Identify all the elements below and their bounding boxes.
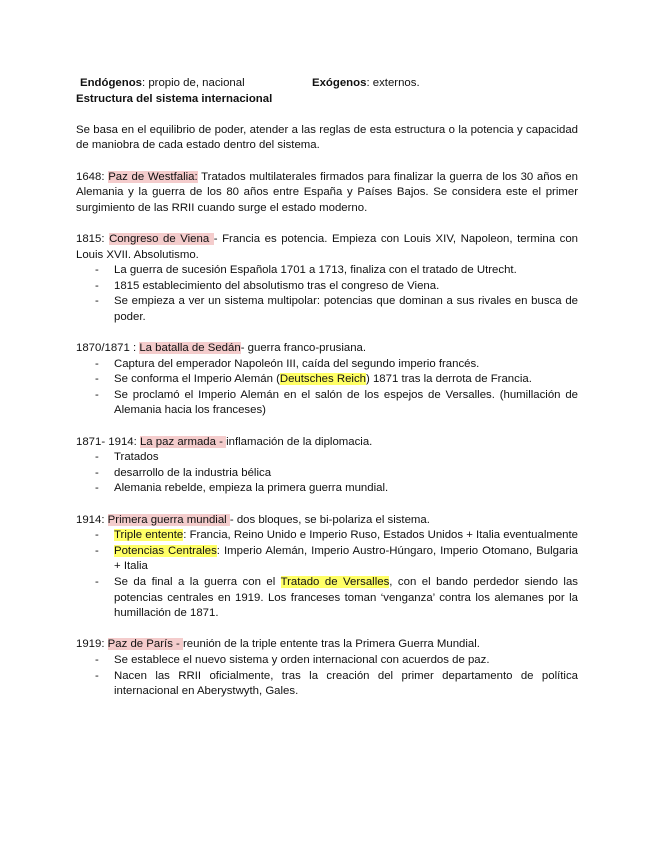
highlight-deutsches-reich: Deutsches Reich [279,373,366,386]
section-text: - guerra franco-prusiana. [240,342,367,355]
section-1648 [76,170,578,217]
section-text: Tratados multilaterales firmados para finalizar la guerra de los 30 años en Alemania y la guerra de los 80 años entre España y Países Bajos. Se considera este el primer surgimiento de las RRII cuando surge el estado moderno. [76,170,578,214]
section-date: 1871- 1914: [76,435,140,448]
list-item: - Se empieza a ver un sistema multipolar: potencias que dominan a sus rivales en busca de poder. [95,295,578,323]
list-item: - Se proclamó el Imperio Alemán en el salón de los espejos de Versalles. (humillación de Alemania hacia los franceses) [95,388,578,417]
section-term: Paz de París - [107,638,184,651]
section-text: inflamación de la diplomacia. [226,435,373,448]
section-1870 [76,341,578,419]
section-text: - dos bloques, se bi-polariza el sistema. [229,513,430,526]
list-item: - Captura del emperador Napoleón III, caída del segundo imperio francés. [95,357,480,370]
list-item: - Se conforma el Imperio Alemán (Deutsches Reich) 1871 tras la derrota de Francia. [95,373,532,386]
bullet-list [76,653,578,700]
section-1815 [76,232,578,326]
exogenos-text: : externos. [366,77,420,89]
bullet-list [76,450,578,497]
list-item: - Triple entente: Francia, Reino Unido e Imperio Ruso, Estados Unidos + Italia eventualmente [95,529,579,542]
section-date: 1914: [76,513,108,526]
section-date: 1919: [76,638,108,651]
page-title: Estructura del sistema internacional [76,92,273,105]
exogenos-term: Exógenos [312,77,367,89]
section-date: 1815: [76,232,110,245]
section-text: - Francia es potencia. Empieza con Louis XIV, Napoleon, termina con Louis XVII. Absolutismo. [76,232,578,261]
bullet-list [76,357,578,419]
intro-paragraph: Se basa en el equilibrio de poder, atender a las reglas de esta estructura o la potencia y capacidad de maniobra de cada estado dentro del sistema. [76,123,578,152]
document-page [76,76,578,700]
section-term: La paz armada - [139,435,227,448]
section-1919 [76,637,578,699]
exogenos-definition [312,76,420,92]
endogenos-text: : propio de, nacional [142,77,245,89]
highlight-potencias-centrales: Potencias Centrales [114,544,217,557]
list-item: - desarrollo de la industria bélica [95,466,272,479]
list-item: - Alemania rebelde, empieza la primera guerra mundial. [95,482,389,495]
section-1914 [76,513,578,622]
endogenos-term: Endógenos [80,77,143,89]
list-item: - Se establece el nuevo sistema y orden internacional con acuerdos de paz. [95,653,490,666]
highlight-tratado-versalles: Tratado de Versalles [280,576,390,588]
section-term: La batalla de Sedán [139,342,241,355]
endogenos-definition [76,76,312,92]
list-item: - Potencias Centrales: Imperio Alemán, Imperio Austro-Húngaro, Imperio Otomano, Bulgaria + Italia [95,544,578,573]
list-item: - Tratados [95,451,159,464]
section-term: Congreso de Viena [109,232,214,245]
section-heading [76,341,578,357]
list-item: - 1815 establecimiento del absolutismo tras el congreso de Viena. [95,279,440,292]
section-term: Primera guerra mundial [107,513,230,526]
section-text: reunión de la triple entente tras la Primera Guerra Mundial. [183,638,480,651]
section-heading [76,435,578,451]
bullet-list [76,528,578,622]
section-heading [76,637,578,653]
bullet-list [76,263,578,325]
section-term: Paz de Westfalia: [108,170,198,183]
section-heading [76,513,578,529]
list-item: - Nacen las RRII oficialmente, tras la creación del primer departamento de política internacional en Aberystwyth, Gales. [95,669,578,698]
section-heading [76,170,578,217]
section-1871-1914 [76,435,578,497]
list-item: - La guerra de sucesión Española 1701 a 1713, finaliza con el tratado de Utrecht. [95,264,517,277]
header-line [76,76,578,92]
highlight-triple-entente: Triple entente [114,529,184,542]
list-item: - Se da final a la guerra con el Tratado de Versalles, con el bando perdedor siendo las potencias centrales en 1919. Los franceses toman ‘venganza’ contra los alemanes por la humillación de 1871. [95,576,578,620]
section-heading [76,232,578,263]
section-date: 1870/1871 : [76,342,140,355]
section-date: 1648: [76,170,109,183]
